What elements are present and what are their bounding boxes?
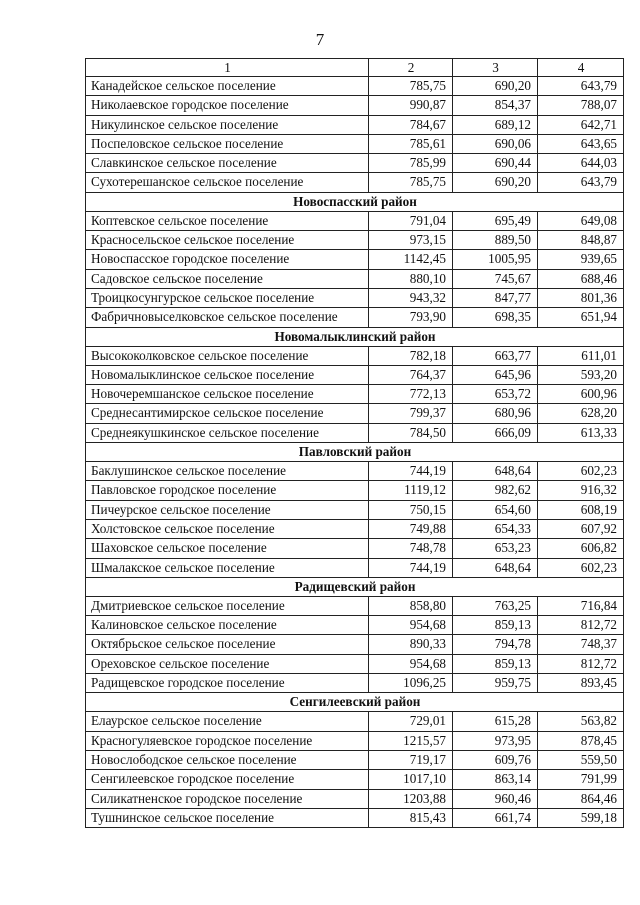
value-col-3: 654,33 [453, 519, 538, 538]
value-col-2: 1215,57 [369, 731, 453, 750]
value-col-2: 943,32 [369, 288, 453, 307]
value-col-3: 698,35 [453, 308, 538, 327]
value-col-4: 611,01 [538, 346, 624, 365]
settlement-name: Елаурское сельское поселение [86, 712, 369, 731]
value-col-2: 990,87 [369, 96, 453, 115]
table-row [86, 789, 624, 808]
value-col-4: 643,79 [538, 173, 624, 192]
table-row [86, 115, 624, 134]
value-col-2: 785,75 [369, 173, 453, 192]
settlement-name: Новомалыклинское сельское поселение [86, 365, 369, 384]
value-col-3: 859,13 [453, 654, 538, 673]
district-title: Радищевский район [86, 577, 624, 596]
district-title: Новомалыклинский район [86, 327, 624, 346]
table-row [86, 134, 624, 153]
value-col-3: 889,50 [453, 231, 538, 250]
settlement-name: Троицкосунгурское сельское поселение [86, 288, 369, 307]
table-row [86, 462, 624, 481]
value-col-3: 648,64 [453, 462, 538, 481]
value-col-4: 607,92 [538, 519, 624, 538]
settlement-name: Пичеурское сельское поселение [86, 500, 369, 519]
value-col-3: 653,72 [453, 385, 538, 404]
value-col-3: 1005,95 [453, 250, 538, 269]
value-col-2: 729,01 [369, 712, 453, 731]
value-col-4: 606,82 [538, 539, 624, 558]
value-col-4: 593,20 [538, 365, 624, 384]
value-col-3: 973,95 [453, 731, 538, 750]
district-section-row [86, 577, 624, 596]
value-col-3: 690,20 [453, 77, 538, 96]
value-col-3: 982,62 [453, 481, 538, 500]
settlement-name: Фабричновыселковское сельское поселение [86, 308, 369, 327]
column-header: 1 [86, 59, 369, 77]
settlement-name: Новочеремшанское сельское поселение [86, 385, 369, 404]
settlement-name: Никулинское сельское поселение [86, 115, 369, 134]
value-col-4: 878,45 [538, 731, 624, 750]
value-col-2: 772,13 [369, 385, 453, 404]
settlement-name: Среднесантимирское сельское поселение [86, 404, 369, 423]
value-col-3: 666,09 [453, 423, 538, 442]
district-section-row [86, 443, 624, 462]
table-row [86, 365, 624, 384]
table-row [86, 500, 624, 519]
table-row [86, 770, 624, 789]
value-col-2: 799,37 [369, 404, 453, 423]
value-col-3: 661,74 [453, 808, 538, 827]
settlement-name: Дмитриевское сельское поселение [86, 596, 369, 615]
settlement-name: Садовское сельское поселение [86, 269, 369, 288]
value-col-4: 688,46 [538, 269, 624, 288]
value-col-4: 788,07 [538, 96, 624, 115]
column-header: 2 [369, 59, 453, 77]
table-row [86, 269, 624, 288]
settlement-name: Баклушинское сельское поселение [86, 462, 369, 481]
table-row [86, 808, 624, 827]
value-col-2: 858,80 [369, 596, 453, 615]
table-row [86, 308, 624, 327]
value-col-2: 750,15 [369, 500, 453, 519]
value-col-2: 748,78 [369, 539, 453, 558]
value-col-3: 654,60 [453, 500, 538, 519]
value-col-3: 854,37 [453, 96, 538, 115]
table-row [86, 712, 624, 731]
district-section-row [86, 693, 624, 712]
value-col-2: 749,88 [369, 519, 453, 538]
value-col-4: 649,08 [538, 211, 624, 230]
value-col-4: 812,72 [538, 616, 624, 635]
settlement-name: Сенгилеевское городское поселение [86, 770, 369, 789]
value-col-4: 602,23 [538, 462, 624, 481]
settlement-name: Шаховское сельское поселение [86, 539, 369, 558]
value-col-2: 1142,45 [369, 250, 453, 269]
value-col-3: 745,67 [453, 269, 538, 288]
value-col-4: 599,18 [538, 808, 624, 827]
value-col-4: 812,72 [538, 654, 624, 673]
value-col-3: 960,46 [453, 789, 538, 808]
settlement-name: Высококолковское сельское поселение [86, 346, 369, 365]
value-col-2: 791,04 [369, 211, 453, 230]
value-col-2: 785,99 [369, 154, 453, 173]
value-col-4: 608,19 [538, 500, 624, 519]
table-row [86, 519, 624, 538]
value-col-2: 744,19 [369, 462, 453, 481]
settlement-name: Николаевское городское поселение [86, 96, 369, 115]
value-col-4: 864,46 [538, 789, 624, 808]
table-row [86, 231, 624, 250]
value-col-4: 801,36 [538, 288, 624, 307]
value-col-2: 954,68 [369, 616, 453, 635]
value-col-4: 613,33 [538, 423, 624, 442]
value-col-2: 890,33 [369, 635, 453, 654]
value-col-4: 628,20 [538, 404, 624, 423]
settlement-name: Холстовское сельское поселение [86, 519, 369, 538]
table-body [86, 77, 624, 828]
value-col-3: 645,96 [453, 365, 538, 384]
value-col-2: 1119,12 [369, 481, 453, 500]
value-col-2: 973,15 [369, 231, 453, 250]
settlement-name: Радищевское городское поселение [86, 674, 369, 693]
value-col-2: 719,17 [369, 750, 453, 769]
value-col-4: 563,82 [538, 712, 624, 731]
value-col-4: 716,84 [538, 596, 624, 615]
district-section-row [86, 327, 624, 346]
value-col-2: 785,61 [369, 134, 453, 153]
settlement-name: Новослободское сельское поселение [86, 750, 369, 769]
settlement-name: Калиновское сельское поселение [86, 616, 369, 635]
settlement-name: Сухотерешанское сельское поселение [86, 173, 369, 192]
table-row [86, 154, 624, 173]
settlement-name: Канадейское сельское поселение [86, 77, 369, 96]
settlement-name: Октябрьское сельское поселение [86, 635, 369, 654]
value-col-2: 880,10 [369, 269, 453, 288]
value-col-2: 1017,10 [369, 770, 453, 789]
value-col-4: 893,45 [538, 674, 624, 693]
value-col-2: 785,75 [369, 77, 453, 96]
settlement-name: Тушнинское сельское поселение [86, 808, 369, 827]
district-title: Новоспасский район [86, 192, 624, 211]
value-col-2: 815,43 [369, 808, 453, 827]
page-number: 7 [315, 30, 325, 49]
value-col-2: 1203,88 [369, 789, 453, 808]
settlement-table [85, 58, 624, 828]
value-col-3: 959,75 [453, 674, 538, 693]
table-row [86, 404, 624, 423]
settlement-name: Ореховское сельское поселение [86, 654, 369, 673]
table-row [86, 654, 624, 673]
value-col-3: 680,96 [453, 404, 538, 423]
value-col-4: 651,94 [538, 308, 624, 327]
table-row [86, 173, 624, 192]
value-col-4: 643,65 [538, 134, 624, 153]
value-col-3: 794,78 [453, 635, 538, 654]
value-col-4: 644,03 [538, 154, 624, 173]
district-title: Павловский район [86, 443, 624, 462]
table-row [86, 211, 624, 230]
table-row [86, 288, 624, 307]
value-col-3: 689,12 [453, 115, 538, 134]
value-col-2: 764,37 [369, 365, 453, 384]
value-col-3: 663,77 [453, 346, 538, 365]
settlement-name: Поспеловское сельское поселение [86, 134, 369, 153]
settlement-name: Красногуляевское городское поселение [86, 731, 369, 750]
value-col-2: 784,67 [369, 115, 453, 134]
table-row [86, 635, 624, 654]
settlement-name: Новоспасское городское поселение [86, 250, 369, 269]
table-row [86, 558, 624, 577]
value-col-2: 954,68 [369, 654, 453, 673]
table-row [86, 539, 624, 558]
settlement-name: Шмалакское сельское поселение [86, 558, 369, 577]
value-col-3: 690,44 [453, 154, 538, 173]
value-col-4: 916,32 [538, 481, 624, 500]
settlement-name: Среднеякушкинское сельское поселение [86, 423, 369, 442]
value-col-3: 648,64 [453, 558, 538, 577]
table-row [86, 750, 624, 769]
value-col-4: 643,79 [538, 77, 624, 96]
column-header: 3 [453, 59, 538, 77]
value-col-4: 939,65 [538, 250, 624, 269]
value-col-4: 748,37 [538, 635, 624, 654]
value-col-2: 782,18 [369, 346, 453, 365]
table-row [86, 616, 624, 635]
district-section-row [86, 192, 624, 211]
table-row [86, 96, 624, 115]
table-row [86, 346, 624, 365]
table-row [86, 596, 624, 615]
value-col-2: 793,90 [369, 308, 453, 327]
value-col-3: 653,23 [453, 539, 538, 558]
value-col-3: 609,76 [453, 750, 538, 769]
value-col-2: 744,19 [369, 558, 453, 577]
value-col-3: 690,20 [453, 173, 538, 192]
value-col-2: 784,50 [369, 423, 453, 442]
value-col-3: 863,14 [453, 770, 538, 789]
table-row [86, 423, 624, 442]
value-col-4: 559,50 [538, 750, 624, 769]
district-title: Сенгилеевский район [86, 693, 624, 712]
column-header: 4 [538, 59, 624, 77]
value-col-4: 791,99 [538, 770, 624, 789]
value-col-3: 690,06 [453, 134, 538, 153]
settlement-name: Силикатненское городское поселение [86, 789, 369, 808]
value-col-3: 847,77 [453, 288, 538, 307]
table-row [86, 481, 624, 500]
value-col-4: 602,23 [538, 558, 624, 577]
value-col-3: 695,49 [453, 211, 538, 230]
table-row [86, 385, 624, 404]
value-col-3: 615,28 [453, 712, 538, 731]
table-header-row [86, 59, 624, 77]
value-col-4: 600,96 [538, 385, 624, 404]
table-row [86, 250, 624, 269]
value-col-4: 642,71 [538, 115, 624, 134]
value-col-3: 859,13 [453, 616, 538, 635]
settlement-name: Красносельское сельское поселение [86, 231, 369, 250]
value-col-4: 848,87 [538, 231, 624, 250]
table-row [86, 731, 624, 750]
settlement-name: Коптевское сельское поселение [86, 211, 369, 230]
value-col-3: 763,25 [453, 596, 538, 615]
settlement-name: Павловское городское поселение [86, 481, 369, 500]
table-row [86, 674, 624, 693]
settlement-name: Славкинское сельское поселение [86, 154, 369, 173]
value-col-2: 1096,25 [369, 674, 453, 693]
table-row [86, 77, 624, 96]
